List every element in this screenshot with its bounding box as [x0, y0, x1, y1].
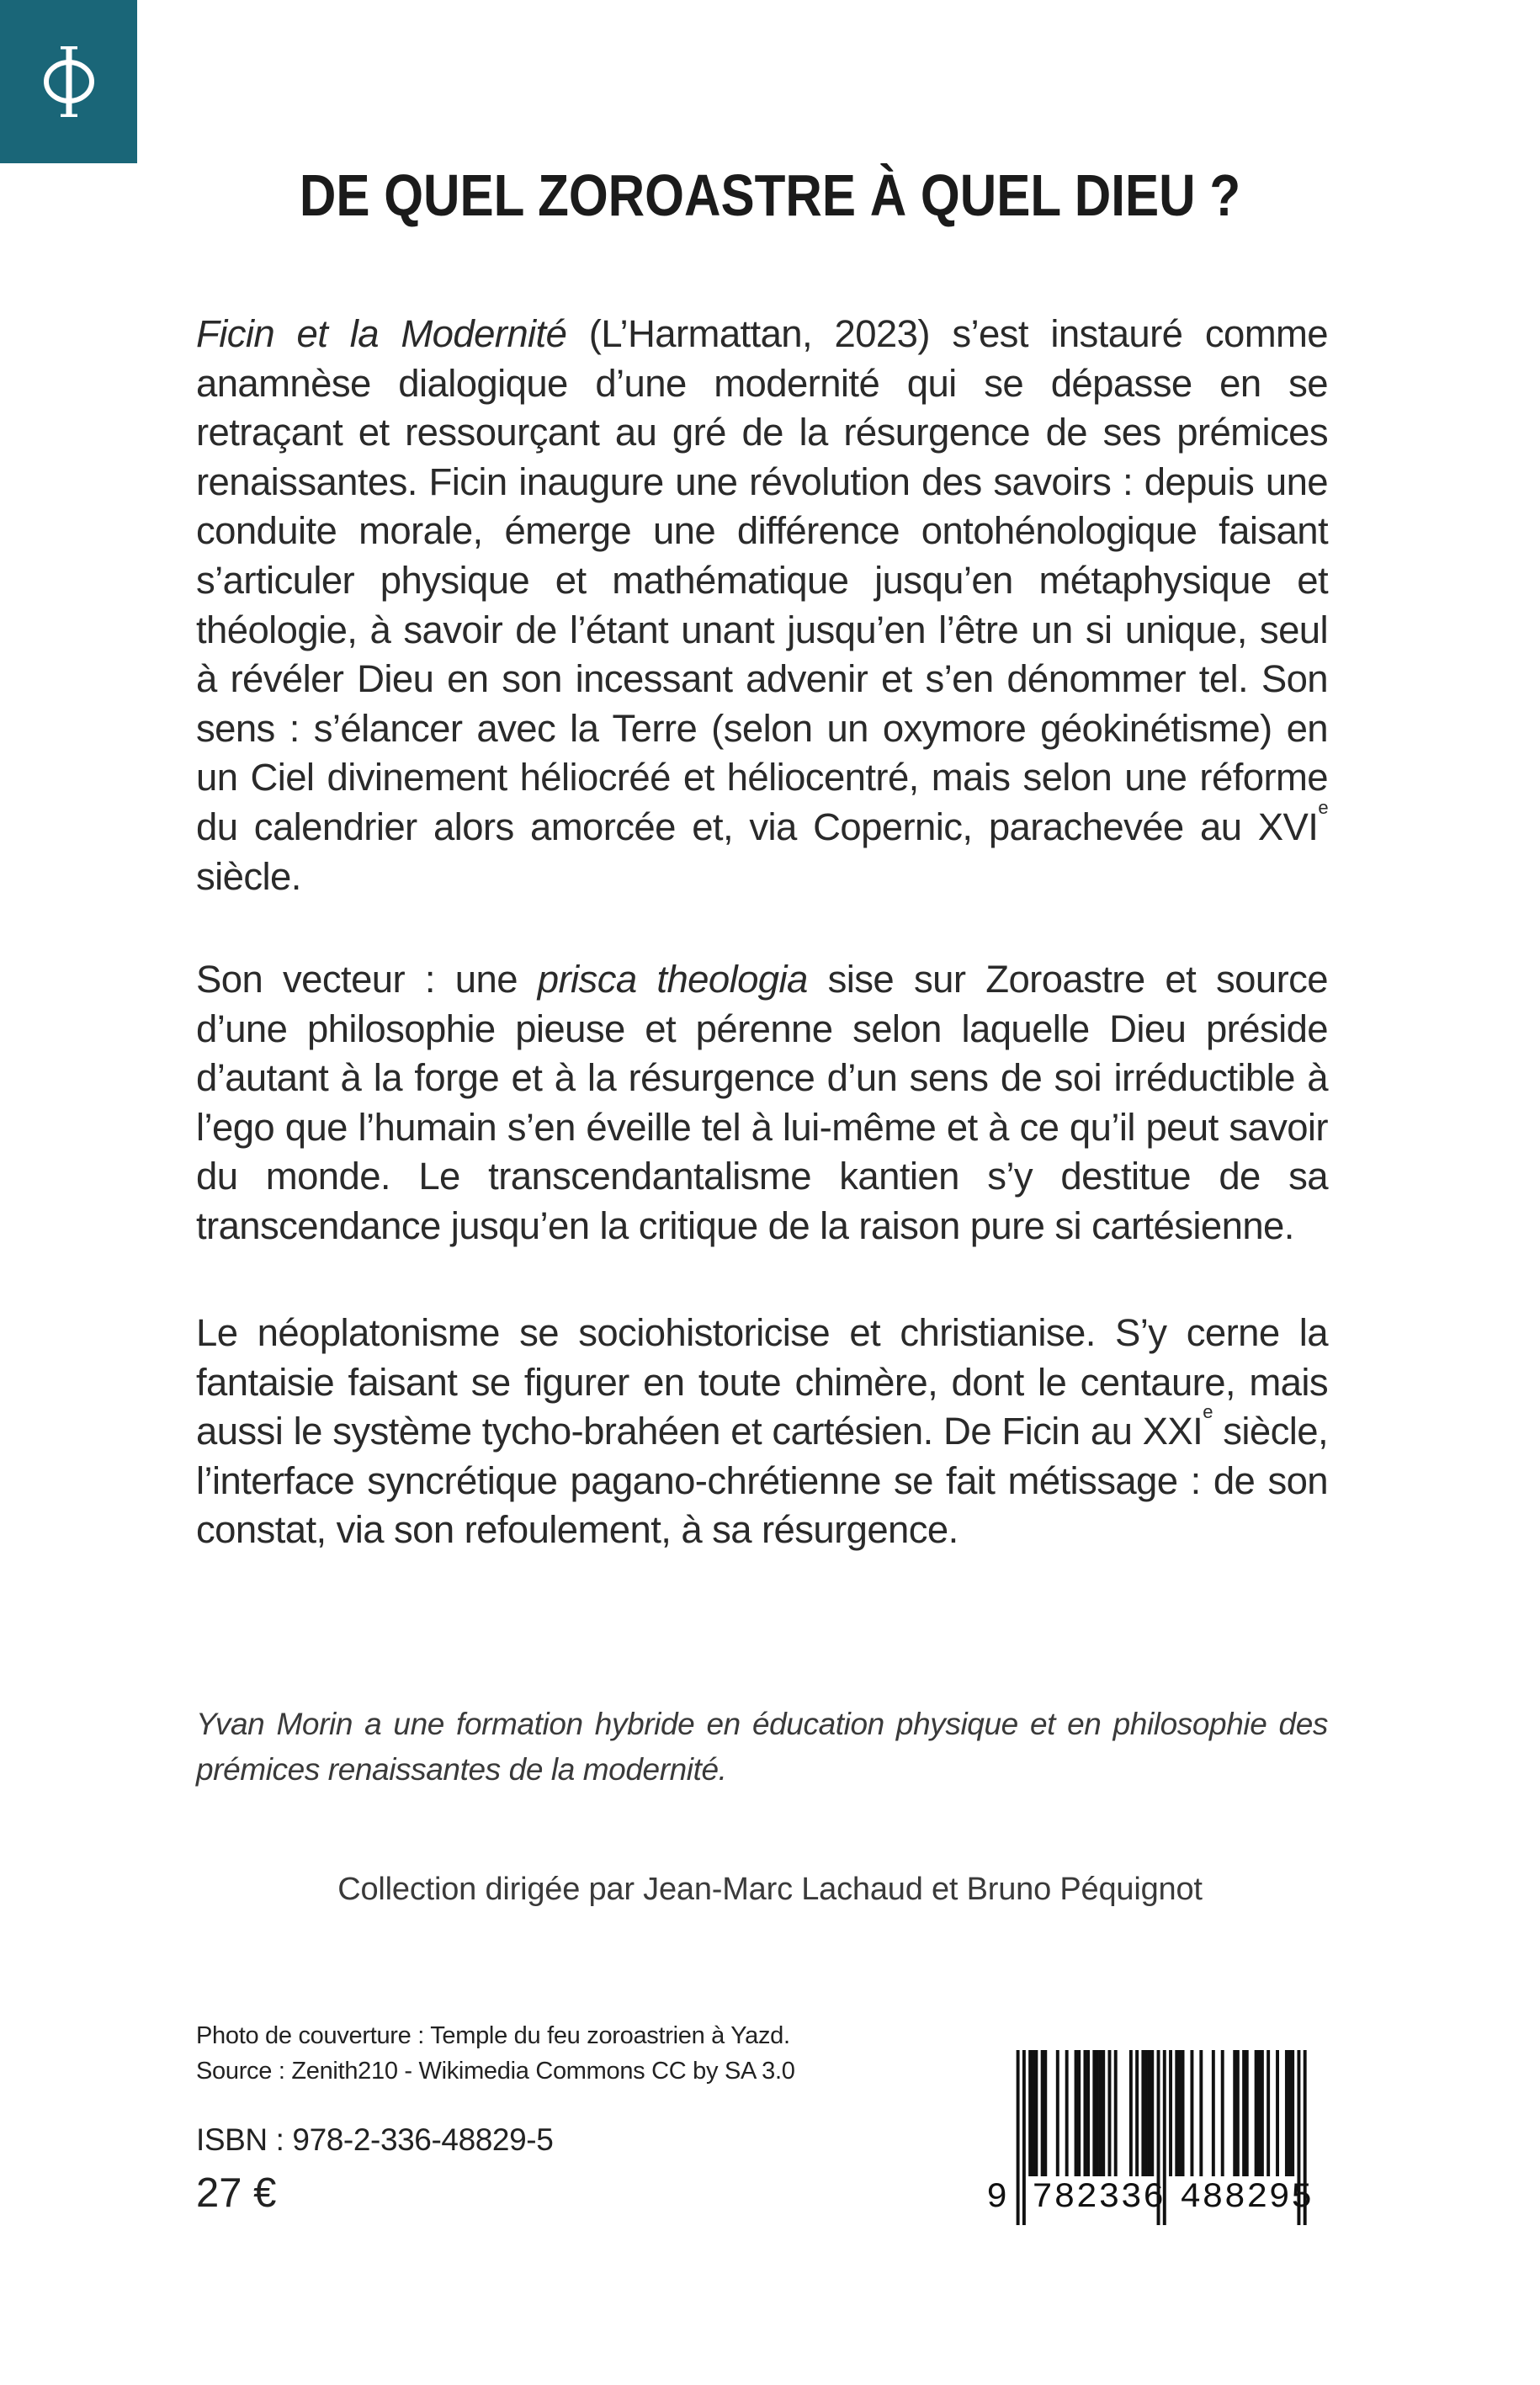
barcode-bar [1022, 2050, 1026, 2225]
barcode-bar [1148, 2050, 1151, 2176]
barcode-bar [1041, 2050, 1044, 2176]
barcode-bar [1144, 2050, 1148, 2176]
paragraph-3-text-a: Le néoplatonisme se sociohistoricise et christianise. S’y cerne la fantaisie faisant se figurer en toute chimère, dont le centaure, mais aussi le système tycho-brahéen et cartésien. De Ficin au XXI [196, 1311, 1328, 1453]
barcode-bar [1083, 2050, 1086, 2176]
barcode-bar [1065, 2050, 1069, 2176]
paragraph-2 [196, 955, 1328, 1251]
barcode-bar [1182, 2050, 1185, 2176]
barcode-bar [1285, 2050, 1288, 2176]
barcode-bar [1257, 2050, 1261, 2176]
barcode-bar [1267, 2050, 1270, 2176]
paragraph-3-text-b: siècle, l’interface syncrétique pagano-chrétienne se fait métissage : de son constat, via son refoulement, à sa résurgence. [196, 1410, 1329, 1552]
barcode-bar [1135, 2050, 1139, 2176]
century-superscript: e [1318, 796, 1328, 818]
barcode-bar [1288, 2050, 1292, 2176]
photo-source: Source : Zenith210 - Wikimedia Commons CC by SA 3.0 [196, 2058, 795, 2085]
phi-icon [40, 38, 98, 125]
paragraph-1-text-b: siècle. [196, 854, 301, 898]
barcode-bar [1129, 2050, 1133, 2176]
price: 27 € [196, 2170, 277, 2216]
prisca-theologia-term: prisca theologia [537, 958, 808, 1001]
barcode-bar [1236, 2050, 1240, 2176]
barcode-right-digits: 488295 [1180, 2177, 1314, 2218]
barcode-bar [1276, 2050, 1279, 2176]
photo-credits [196, 2018, 795, 2089]
century-superscript: e [1203, 1401, 1213, 1423]
barcode-bar [1108, 2050, 1112, 2176]
publisher-logo [0, 0, 137, 163]
barcode-first-digit: 9 [986, 2177, 1008, 2218]
barcode-bar [1233, 2050, 1236, 2176]
barcode-bar [1255, 2050, 1258, 2176]
barcode-bar [1077, 2050, 1081, 2176]
barcode-bar [1212, 2050, 1215, 2176]
paragraph-2-text-b: sise sur Zoroastre et source d’une philosophie pieuse et pérenne selon laquelle Dieu préside d’autant à la forge et à la résurgence d’un sens de soi irréductible à l’ego que l’humain s’en éveille tel à lui-même et à ce qu’il peut savoir du monde. Le transcendantalisme kantien s’y destitue de sa transcendance jusqu’en la critique de la raison pure si cartésienne. [196, 958, 1328, 1247]
photo-caption: Photo de couverture : Temple du feu zoroastrien à Yazd. [196, 2022, 790, 2049]
collection-credit: Collection dirigée par Jean-Marc Lachaud et Bruno Péquignot [337, 1872, 1203, 1907]
barcode-bar [1169, 2050, 1172, 2176]
barcode-bar [1150, 2050, 1154, 2176]
barcode-left-digits: 782336 [1032, 2177, 1166, 2218]
barcode-bar [1034, 2050, 1038, 2176]
paragraph-1-text-a: (L’Harmattan, 2023) s’est instauré comme anamnèse dialogique d’une modernité qui se dépasse en se retraçant et ressourçant au gré de la résurgence de ses prémices renaissantes. Ficin inaugure une révolution des savoirs : depuis une conduite morale, émerge une différence ontohénologique faisant s’articuler physique et mathématique jusqu’en métaphysique et théologie, à savoir de l’étant unant jusqu’en l’être un si unique, seul à révéler Dieu en son incessant advenir et s’en dénommer tel. Son sens : s’élancer avec la Terre (selon un oxymore géokinétisme) en un Ciel divinement héliocréé et héliocentré, mais selon une réforme du calendrier alors amorcée et, via Copernic, parachevée au XVI [196, 312, 1328, 848]
isbn-number: ISBN : 978-2-336-48829-5 [196, 2122, 554, 2157]
paragraph-2-text-a: Son vecteur : une [196, 958, 538, 1001]
paragraph-3 [196, 1309, 1328, 1555]
author-name: Yvan Morin [196, 1707, 353, 1741]
book-reference: Ficin et la Modernité [196, 312, 567, 355]
paragraph-1 [196, 310, 1328, 901]
book-title: DE QUEL ZOROASTRE À QUEL DIEU ? [299, 162, 1241, 228]
barcode-bar [1099, 2050, 1102, 2176]
barcode-bar [1096, 2050, 1099, 2176]
barcode-bar [1291, 2050, 1294, 2176]
barcode-bar [1178, 2050, 1182, 2176]
barcode-bar [1028, 2050, 1032, 2176]
barcode-bar [1245, 2050, 1249, 2176]
barcode-bar [1043, 2050, 1047, 2176]
barcode-bar [1056, 2050, 1059, 2176]
barcode-bar [1141, 2050, 1144, 2176]
barcode-bar [1017, 2050, 1020, 2225]
barcode-bar [1221, 2050, 1224, 2176]
barcode-bar [1261, 2050, 1264, 2176]
barcode-bar [1092, 2050, 1096, 2176]
barcode-bar [1102, 2050, 1105, 2176]
barcode-bar [1032, 2050, 1035, 2176]
barcode-bar [1199, 2050, 1203, 2176]
author-bio [196, 1702, 1328, 1793]
barcode-bar [1190, 2050, 1193, 2176]
barcode-bar [1114, 2050, 1118, 2176]
author-description: a une formation hybride en éducation physique et en philosophie des prémices renaissantes de la modernité. [196, 1707, 1328, 1787]
barcode-bar [1175, 2050, 1178, 2176]
barcode-bar [1075, 2050, 1078, 2176]
barcode-bar [1086, 2050, 1090, 2176]
barcode-bar [1242, 2050, 1245, 2176]
